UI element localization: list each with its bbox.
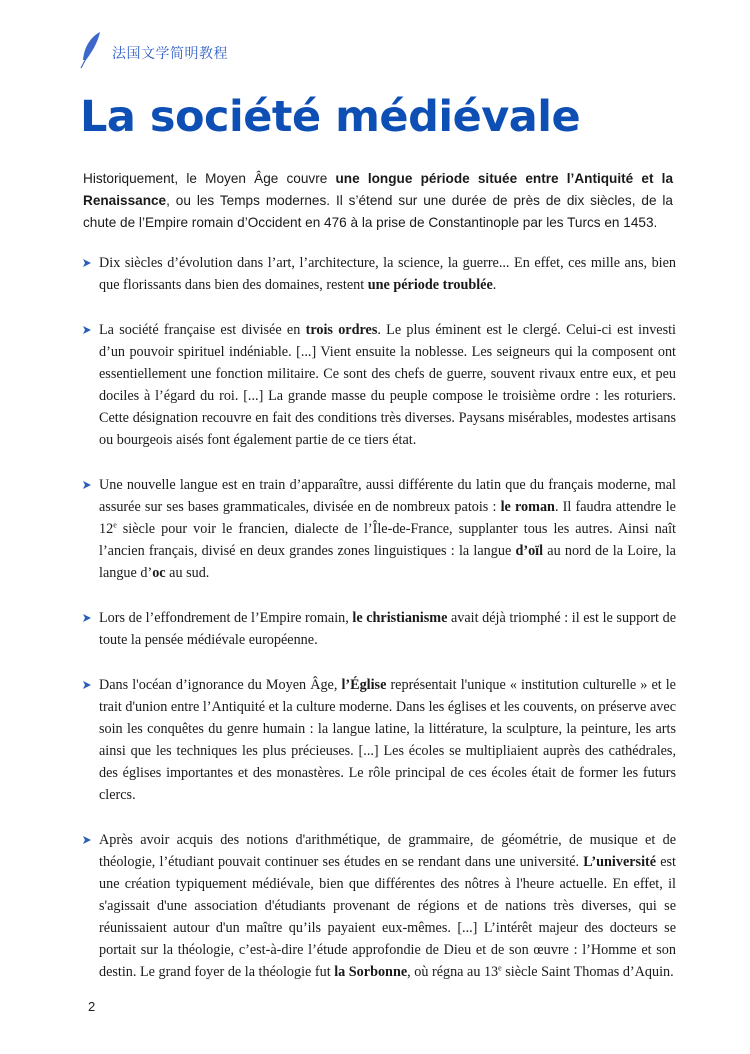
text: Dans l'océan d’ignorance du Moyen Âge, <box>99 677 342 693</box>
arrow-bullet-icon <box>82 835 92 845</box>
arrow-bullet-icon <box>82 258 92 268</box>
feather-icon <box>78 30 104 70</box>
bullet-list <box>82 252 676 1006</box>
arrow-bullet-icon <box>82 613 92 623</box>
text: . Il faudra attendre le 12 <box>99 499 676 537</box>
arrow-bullet-icon <box>82 680 92 690</box>
text: au nord de la Loire, la langue d’ <box>99 543 676 581</box>
intro-text: Historiquement, le Moyen Âge couvre <box>83 171 336 186</box>
text: Une nouvelle langue est en train d’apparaître, aussi différente du latin que du français moderne, mal assurée sur ses bases grammaticales, divisée en de nombreux patois : <box>99 477 676 515</box>
emphasis: la Sorbonne <box>334 964 408 980</box>
emphasis: L’université <box>583 854 657 870</box>
emphasis: une période troublée <box>367 277 493 293</box>
arrow-bullet-icon <box>82 480 92 490</box>
emphasis: le christianisme <box>352 610 448 626</box>
intro-text: , ou les Temps modernes. Il s’étend sur une durée de près de dix siècles, de la chute de l’Empire romain d’Occident en 476 à la prise de Constantinople par les Turcs en 1453. <box>83 193 673 230</box>
book-title: 法国文学简明教程 <box>112 46 228 62</box>
emphasis: trois ordres <box>305 322 378 338</box>
intro-emphasis: une longue période située entre l’Antiquité et la Renaissance <box>83 171 674 208</box>
page-number: 2 <box>88 999 96 1014</box>
text: . Le plus éminent est le clergé. Celui-ci est investi d’un pouvoir spirituel indéniable. [...] Vient ensuite la noblesse. Les seigneurs qui la composent ont essentiellement une fonction militaire. Ce sont des chefs de guerre, souvent rivaux entre eux, et peu dociles à l’égard du roi. [...] La grande masse du peuple compose le troisième ordre : les roturiers. Cette désignation recouvre en fait des conditions très diverses. Paysans misérables, modestes artisans ou bourgeois aisés font également partie de ce tiers état. <box>99 322 676 448</box>
emphasis: d’oïl <box>515 543 544 559</box>
arrow-bullet-icon <box>82 325 92 335</box>
text: siècle Saint Thomas d’Aquin. <box>501 964 674 980</box>
text: est une création typiquement médiévale, bien que différentes des nôtres à l'heure actuelle. En effet, il s'agissait d'une association d'étudiants provenant de régions et de nations très diverses, qui se réunissaient autour d'un maître qu’ils payaient eux-mêmes. [...] L’intérêt majeur des docteurs se portait sur la théologie, c’est-à-dire l’étude approfondie de Dieu et de son œuvre : l’Homme et son destin. Le grand foyer de la théologie fut <box>99 854 676 980</box>
text: , où régna au 13 <box>407 964 499 980</box>
text: . <box>492 277 497 293</box>
text: siècle pour voir le francien, dialecte de l’Île-de-France, supplanter tous les autres. Ainsi naît l’ancien français, divisé en deux grandes zones linguistiques : la langue <box>99 521 676 559</box>
text: avait déjà triomphé : il est le support de toute la pensée médiévale européenne. <box>99 610 676 648</box>
emphasis: oc <box>152 565 166 581</box>
list-item <box>82 829 676 983</box>
text: La société française est divisée en <box>99 322 306 338</box>
superscript: e <box>498 963 502 973</box>
intro-paragraph <box>83 168 673 234</box>
list-item <box>82 674 676 806</box>
emphasis: le roman <box>500 499 555 515</box>
text: Dix siècles d’évolution dans l’art, l’architecture, la science, la guerre... En effet, ces mille ans, bien que florissants dans bien des domaines, restent <box>99 255 676 293</box>
text: représentait l'unique « institution culturelle » et le trait d'union entre l’Antiquité et la culture moderne. Dans les églises et les couvents, on préserve avec soin les conquêtes du genre humain : la langue latine, la littérature, la sculpture, la peinture, les arts ainsi que les techniques les plus précieuses. [...] Les écoles se multipliaient auprès des cathédrales, des églises importantes et des monastères. Le rôle principal de ces écoles était de former les futurs clercs. <box>99 677 676 803</box>
text: Lors de l’effondrement de l’Empire romain, <box>99 610 353 626</box>
emphasis: l’Église <box>341 677 387 693</box>
text: Après avoir acquis des notions d'arithmétique, de grammaire, de géométrie, de musique et de théologie, l’étudiant pouvait continuer ses études en se rendant dans une université. <box>99 832 676 870</box>
list-item <box>82 319 676 451</box>
list-item <box>82 252 676 296</box>
superscript: e <box>113 520 117 530</box>
running-header <box>78 30 228 70</box>
text: au sud. <box>165 565 210 581</box>
list-item <box>82 607 676 651</box>
page-title: La société médiévale <box>80 92 581 142</box>
list-item <box>82 474 676 584</box>
